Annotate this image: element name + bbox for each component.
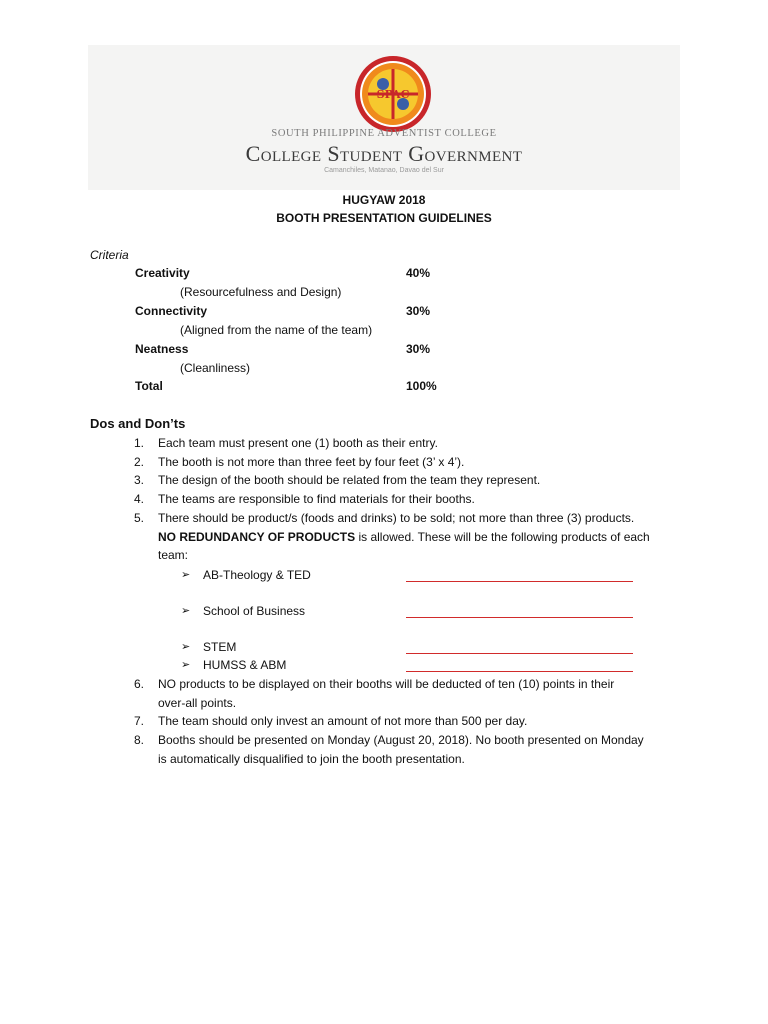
product-blank-line[interactable]	[406, 671, 633, 672]
team-name: School of Business	[203, 604, 306, 618]
criteria-weight: 40%	[406, 266, 431, 280]
rule-text: The booth is not more than three feet by four feet (3’ x 4’).	[158, 455, 465, 469]
rule-text-continued: over-all points.	[158, 696, 237, 710]
rule-number: 7.	[134, 714, 145, 728]
criteria-name: Creativity	[135, 266, 190, 280]
rule-text: The team should only invest an amount of not more than 500 per day.	[158, 714, 528, 728]
criteria-detail: (Resourcefulness and Design)	[180, 285, 342, 299]
rule-text: NO products to be displayed on their booths will be deducted of ten (10) points in their	[158, 677, 615, 691]
college-address: Camanchiles, Matanao, Davao del Sur	[324, 167, 444, 174]
criteria-weight: 30%	[406, 342, 431, 356]
rule-text: The teams are responsible to find materials for their booths.	[158, 492, 475, 506]
arrow-bullet-icon: ➢	[181, 569, 191, 581]
rule-text: There should be product/s (foods and drinks) to be sold; not more than three (3) products.	[158, 511, 635, 525]
no-redundancy-emphasis: NO REDUNDANCY OF PRODUCTS	[158, 530, 356, 544]
arrow-bullet-icon: ➢	[181, 605, 191, 617]
rule-number: 6.	[134, 677, 145, 691]
criteria-detail: (Cleanliness)	[180, 361, 251, 375]
rule-text-tail: team:	[158, 548, 189, 562]
rule-text: Each team must present one (1) booth as their entry.	[158, 436, 438, 450]
criteria-total-label: Total	[135, 379, 163, 393]
rule-number: 4.	[134, 492, 145, 506]
college-name: SOUTH PHILIPPINE ADVENTIST COLLEGE	[271, 128, 497, 139]
rules-heading: Dos and Don’ts	[90, 416, 186, 431]
product-blank-line[interactable]	[406, 653, 633, 654]
rule-number: 5.	[134, 511, 145, 525]
criteria-weight: 30%	[406, 304, 431, 318]
arrow-bullet-icon: ➢	[181, 659, 191, 671]
document-title: HUGYAW 2018	[342, 193, 426, 207]
product-blank-line[interactable]	[406, 581, 633, 582]
svg-text:SPAC: SPAC	[376, 88, 410, 101]
team-name: HUMSS & ABM	[203, 658, 287, 672]
team-name: STEM	[203, 640, 237, 654]
college-seal-logo	[354, 55, 432, 133]
product-blank-line[interactable]	[406, 617, 633, 618]
rule-number: 1.	[134, 436, 145, 450]
rule-number: 3.	[134, 473, 145, 487]
organization-name: College Student Government	[245, 141, 523, 166]
rule-text: The design of the booth should be related from the team they represent.	[158, 473, 541, 487]
criteria-detail: (Aligned from the name of the team)	[180, 323, 373, 337]
team-name: AB-Theology & TED	[203, 568, 311, 582]
criteria-name: Connectivity	[135, 304, 208, 318]
arrow-bullet-icon: ➢	[181, 641, 191, 653]
document-subtitle: BOOTH PRESENTATION GUIDELINES	[276, 211, 492, 225]
rule-number: 8.	[134, 733, 145, 747]
rule-text: Booths should be presented on Monday (August 20, 2018). No booth presented on Monday	[158, 733, 644, 747]
rule-text-continued	[158, 530, 650, 544]
rule-text-rest: is allowed. These will be the following products of each	[355, 530, 650, 544]
rule-text-continued: is automatically disqualified to join the booth presentation.	[158, 752, 465, 766]
criteria-heading: Criteria	[90, 248, 129, 262]
criteria-total-value: 100%	[406, 379, 437, 393]
criteria-name: Neatness	[135, 342, 189, 356]
rule-number: 2.	[134, 455, 145, 469]
